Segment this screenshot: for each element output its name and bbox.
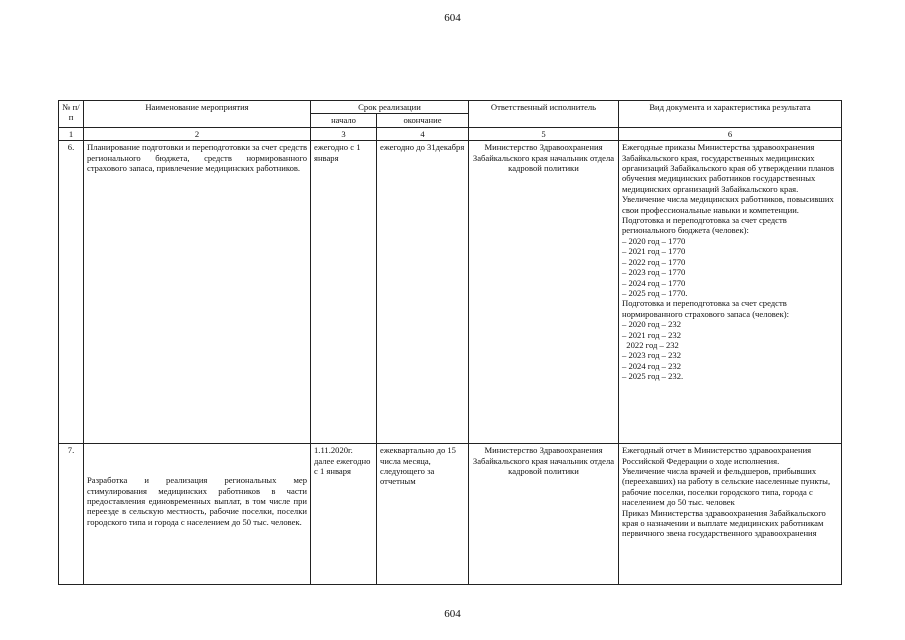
col-number: 6: [619, 127, 842, 140]
result-line: Подготовка и переподготовка за счет средств нормированного страхового запаса (человек):: [622, 298, 790, 319]
result-text: Увеличение числа врачей и фельдшеров, прибывших (переехавших) на работу в сельские населенные пункты, рабочие поселки, поселки городского типа, города с населением до 50 тыс. человек: [622, 466, 831, 508]
header-row-1: [59, 101, 842, 114]
header-responsible: Ответственный исполнитель: [469, 101, 619, 128]
row-measure-name: Разработка и реализация региональных мер стимулирования медицинских работников в части предоставления единовременных выплат, в том числе при переезде в сельскую местность, рабочие поселки, поселки городского типа и города с населением до 50 тыс. человек.: [87, 475, 307, 527]
row-end: ежеквартально до 15 числа месяца, следующего за отчетным: [377, 444, 469, 585]
result-line: – 2023 год – 232: [622, 350, 681, 361]
row-num: 6.: [59, 141, 84, 444]
row-responsible: Министерство Здравоохранения Забайкальского края начальник отдела кадровой политики: [469, 444, 619, 585]
row-result: [619, 141, 842, 444]
result-line: – 2024 год – 232: [622, 360, 681, 371]
result-line: – 2020 год – 1770: [622, 235, 686, 246]
row-responsible: Министерство Здравоохранения Забайкальского края начальник отдела кадровой политики: [469, 141, 619, 444]
column-number-row: [59, 127, 842, 140]
table-row: [59, 444, 842, 585]
result-clip: [622, 445, 838, 579]
header-period: Срок реализации: [311, 101, 469, 114]
header-num: № п/п: [59, 101, 84, 128]
row-end: ежегодно до 31декабря: [377, 141, 469, 444]
result-line: – 2025 год – 232.: [622, 371, 684, 382]
col-number: 4: [377, 127, 469, 140]
result-line: – 2021 год – 1770: [622, 246, 686, 257]
table-row: [59, 141, 842, 444]
result-line: 2022 год – 232: [622, 339, 679, 350]
col-number: 2: [84, 127, 311, 140]
col-number: 5: [469, 127, 619, 140]
result-line: Подготовка и переподготовка за счет средств регионального бюджета (человек):: [622, 215, 787, 236]
result-line: – 2023 год – 1770: [622, 267, 686, 278]
result-text: Приказ Министерства здравоохранения Забайкальского края о назначении и выплате медицинских работникам первичного звена государственного здравоохранения: [622, 507, 826, 539]
result-text: Ежегодный отчет в Министерство здравоохранения Российской Федерации о ходе исполнения.: [622, 445, 812, 466]
result-line: – 2021 год – 232: [622, 329, 681, 340]
result-line: – 2025 год – 1770.: [622, 287, 688, 298]
col-number: 1: [59, 127, 84, 140]
header-start: начало: [311, 114, 377, 127]
cell-spacer: [87, 445, 307, 475]
page-number-top: 604: [444, 12, 461, 24]
col-number: 3: [311, 127, 377, 140]
page-number-bottom: 604: [444, 608, 461, 620]
result-text: Ежегодные приказы Министерства здравоохранения Забайкальского края, государственных медицинских организаций Забайкальского края об утверждении планов обучения медицинских работников государственных медицинских организаций Забайкальского края. Увеличение числа медицинских работников, повысивших свои профессиональные навыки и компетенции.: [622, 142, 835, 215]
row-start: 1.11.2020г. далее ежегодно с 1 января: [311, 444, 377, 585]
row-start: ежегодно с 1 января: [311, 141, 377, 444]
row-measure-name-cell: [84, 444, 311, 585]
row-measure-name: Планирование подготовки и переподготовки за счет средств регионального бюджета, средств нормированного страхового запаса, привлечение медицинских работников.: [84, 141, 311, 444]
row-result: [619, 444, 842, 585]
header-result: Вид документа и характеристика результата: [619, 101, 842, 128]
measures-table: [58, 100, 842, 585]
result-line: – 2020 год – 232: [622, 319, 681, 330]
result-line: – 2022 год – 1770: [622, 256, 686, 267]
row-num: 7.: [59, 444, 84, 585]
header-name: Наименование мероприятия: [84, 101, 311, 128]
header-end: окончание: [377, 114, 469, 127]
result-line: – 2024 год – 1770: [622, 277, 686, 288]
result-lines: [622, 215, 838, 382]
